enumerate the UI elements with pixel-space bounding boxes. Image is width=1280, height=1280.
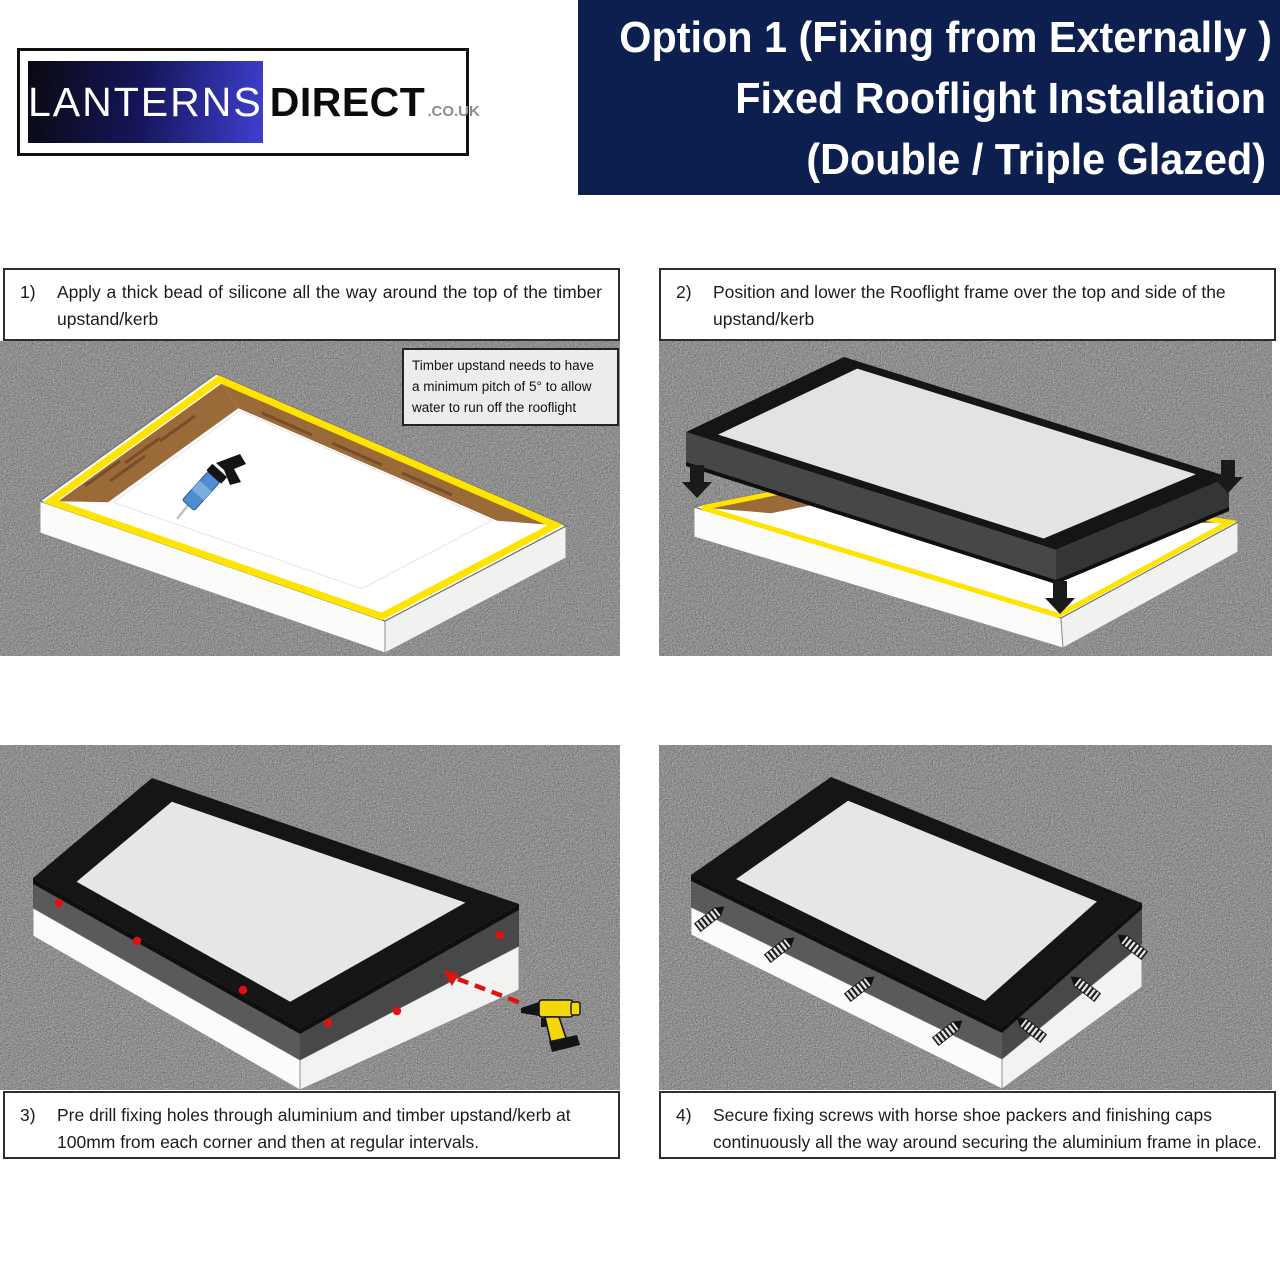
pitch-note-line-1: Timber upstand needs to have <box>412 358 594 373</box>
step-4-number: 4) <box>676 1105 692 1125</box>
step-1-text: Apply a thick bead of silicone all the way around the top of the timber upstand/kerb <box>57 282 602 329</box>
step-3-instruction <box>3 1091 620 1159</box>
page-title <box>578 0 1280 195</box>
step-1-instruction <box>3 268 620 341</box>
step-4-scene <box>659 745 1272 1090</box>
logo-gradient-box <box>28 61 263 143</box>
pitch-note <box>402 348 619 426</box>
step-2-scene <box>659 341 1272 656</box>
step-2-number: 2) <box>676 282 692 302</box>
title-line-2: Fixed Rooflight Installation <box>735 74 1266 123</box>
lanterns-direct-logo <box>17 48 480 156</box>
logo-right-text <box>270 79 480 126</box>
illustration-step-4 <box>659 745 1272 1090</box>
step-3-text: Pre drill fixing holes through aluminium and timber upstand/kerb at 100mm from each corner and then at regular intervals. <box>57 1105 571 1152</box>
pitch-note-line-3: water to run off the rooflight <box>412 400 577 415</box>
step-2-text: Position and lower the Rooflight frame over the top and side of the upstand/kerb <box>713 282 1226 329</box>
step-4-text: Secure fixing screws with horse shoe packers and finishing caps continuously all the way around securing the aluminium frame in place. <box>713 1105 1262 1152</box>
logo-direct-text: DIRECT <box>269 78 426 125</box>
step-1-number: 1) <box>20 282 36 302</box>
illustration-step-2 <box>659 341 1272 656</box>
step-2-instruction <box>659 268 1276 341</box>
step-3-scene <box>0 745 620 1090</box>
step-4-instruction <box>659 1091 1276 1159</box>
pitch-note-line-2: a minimum pitch of 5° to allow <box>412 379 592 394</box>
title-line-3: (Double / Triple Glazed) <box>806 135 1266 184</box>
logo-lanterns-text: LANTERNS <box>28 78 263 125</box>
logo-tld-text: .CO.UK <box>427 102 480 120</box>
title-line-1: Option 1 (Fixing from Externally ) <box>619 13 1272 62</box>
illustration-step-3 <box>0 745 620 1090</box>
step-3-number: 3) <box>20 1105 36 1125</box>
